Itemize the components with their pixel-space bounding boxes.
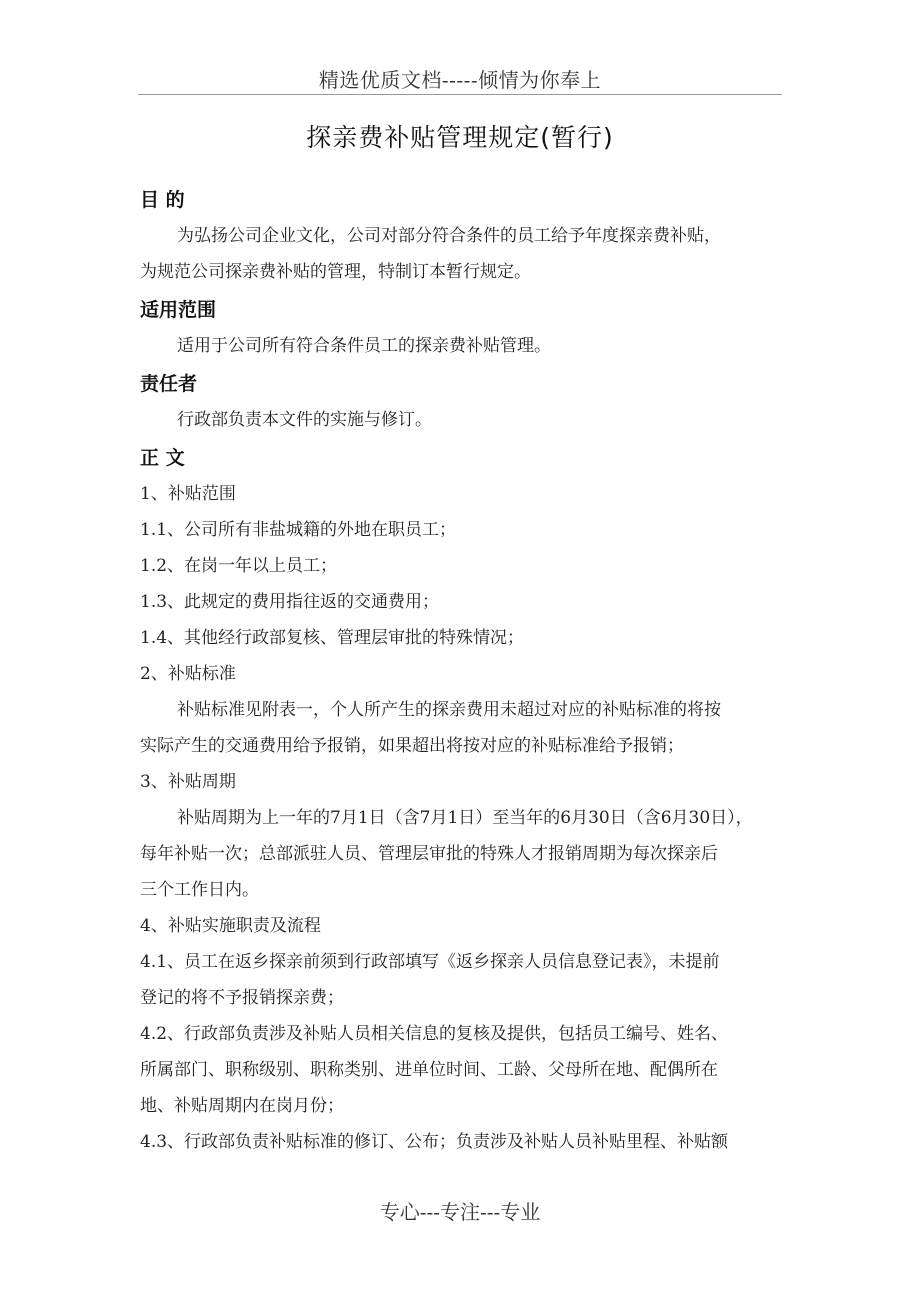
- section-heading-body: 正 文: [140, 447, 185, 469]
- paragraph-line: 补贴标准见附表一，个人所产生的探亲费用未超过对应的补贴标准的将按: [177, 700, 721, 720]
- paragraph-line: 为弘扬公司企业文化，公司对部分符合条件的员工给予年度探亲费补贴，: [177, 226, 721, 246]
- page-header: 精选优质文档-----倾情为你奉上: [318, 68, 602, 92]
- paragraph-line: 所属部门、职称级别、职称类别、进单位时间、工龄、父母所在地、配偶所在: [140, 1060, 718, 1080]
- clause-item: 4.2、行政部负责涉及补贴人员相关信息的复核及提供，包括员工编号、姓名、: [140, 1024, 729, 1044]
- clause-item: 1.2、在岗一年以上员工；: [140, 556, 338, 576]
- paragraph-line: 地、补贴周期内在岗月份；: [140, 1096, 344, 1116]
- paragraph-line: 适用于公司所有符合条件员工的探亲费补贴管理。: [177, 336, 551, 356]
- clause-heading: 1、补贴范围: [140, 484, 236, 504]
- document-title: 探亲费补贴管理规定(暂行): [306, 123, 614, 152]
- section-heading-purpose: 目 的: [140, 189, 185, 211]
- clause-heading: 2、补贴标准: [140, 664, 236, 684]
- clause-item: 1.1、公司所有非盐城籍的外地在职员工；: [140, 520, 457, 540]
- paragraph-line: 实际产生的交通费用给予报销，如果超出将按对应的补贴标准给予报销；: [140, 736, 684, 756]
- clause-item: 4.1、员工在返乡探亲前须到行政部填写《返乡探亲人员信息登记表》，未提前: [140, 952, 720, 972]
- clause-item: 1.4、其他经行政部复核、管理层审批的特殊情况；: [140, 628, 525, 648]
- paragraph-line: 行政部负责本文件的实施与修订。: [177, 410, 432, 430]
- paragraph-line: 三个工作日内。: [140, 880, 259, 900]
- clause-item: 4.3、行政部负责补贴标准的修订、公布；负责涉及补贴人员补贴里程、补贴额: [140, 1132, 729, 1152]
- section-heading-scope: 适用范围: [140, 299, 217, 321]
- clause-heading: 3、补贴周期: [140, 772, 236, 792]
- header-divider: [138, 94, 782, 95]
- paragraph-line: 每年补贴一次；总部派驻人员、管理层审批的特殊人才报销周期为每次探亲后: [140, 844, 718, 864]
- clause-heading: 4、补贴实施职责及流程: [140, 916, 321, 936]
- clause-item: 1.3、此规定的费用指往返的交通费用；: [140, 592, 440, 612]
- section-heading-responsible: 责任者: [140, 373, 198, 395]
- document-body: [140, 182, 785, 1160]
- paragraph-line: 为规范公司探亲费补贴的管理，特制订本暂行规定。: [140, 262, 531, 282]
- paragraph-line: 登记的将不予报销探亲费；: [140, 988, 344, 1008]
- page-footer: 专心---专注---专业: [379, 1200, 541, 1224]
- paragraph-line: 补贴周期为上一年的7月1日（含7月1日）至当年的6月30日（含6月30日），: [177, 808, 753, 828]
